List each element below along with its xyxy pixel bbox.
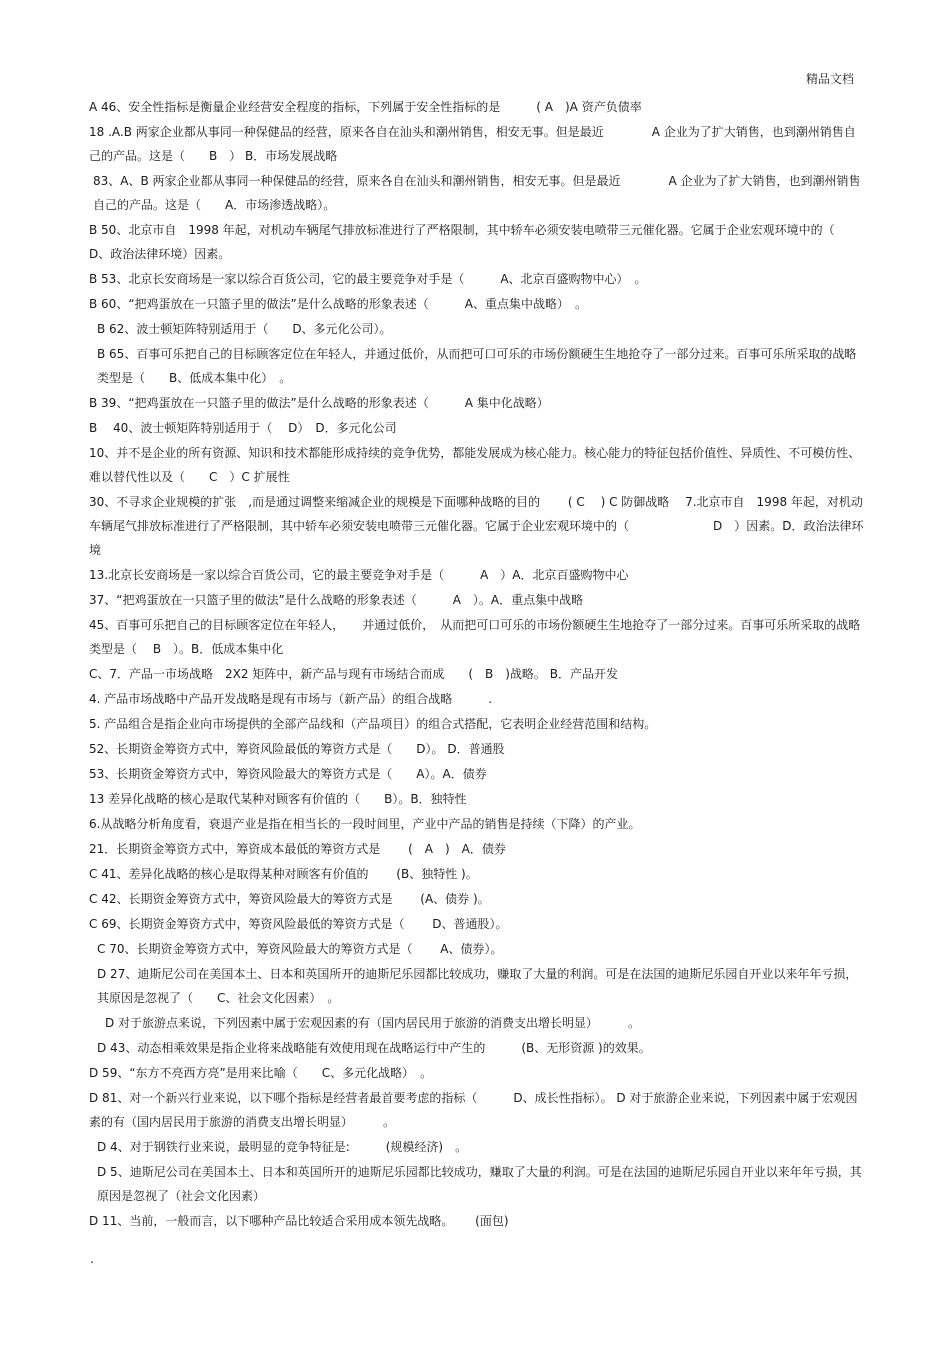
paragraph: 6.从战略分析角度看，衰退产业是指在相当长的一段时间里，产业中产品的销售是持续（下降）的产业。 (89, 817, 641, 831)
paragraph: B 50、北京市自 1998 年起，对机动车辆尾气排放标准进行了严格限制，其中轿车必须安装电喷带三元催化器。它属于企业宏观环境中的（ D、政治法律环境）因素。 (89, 223, 847, 261)
paragraph: B 53、北京长安商场是一家以综合百货公司，它的最主要竞争对手是（ A、北京百盛购物中心） 。 (89, 272, 647, 286)
paragraph: C 69、长期资金筹资方式中，筹资风险最低的筹资方式是（ D、普通股）。 (89, 917, 508, 931)
paragraph: 5. 产品组合是指企业向市场提供的全部产品线和（产品项目）的组合式搭配，它表明企业经营范围和结构。 (89, 717, 657, 731)
paragraph: 83、A、B 两家企业都从事同一种保健品的经营，原来各自在汕头和潮州销售，相安无事。但是最近 A 企业为了扩大销售，也到潮州销售自己的产品。这是（ A．市场渗透战略）。 (93, 174, 861, 212)
paragraph: C 42、长期资金筹资方式中，筹资风险最大的筹资方式是 (A、债券 )。 (89, 892, 490, 906)
paragraph: 13.北京长安商场是一家以综合百货公司，它的最主要竞争对手是（ A ）A．北京百盛购物中心 (89, 568, 629, 582)
paragraph: B 39、“把鸡蛋放在一只篮子里的做法”是什么战略的形象表述（ A 集中化战略） (89, 396, 549, 410)
paragraph: B 40、波士顿矩阵特别适用于（ D） D．多元化公司 (89, 421, 397, 435)
paragraph: 21．长期资金筹资方式中，筹资成本最低的筹资方式是 ( A ) A．债券 (89, 842, 506, 856)
paragraph: 13 差异化战略的核心是取代某种对顾客有价值的（ B）。B．独特性 (89, 792, 467, 806)
paragraph: A 46、安全性指标是衡量企业经营安全程度的指标，下列属于安全性指标的是 ( A )A 资产负债率 (89, 100, 642, 114)
paragraph: D 43、动态相乘效果是指企业将来战略能有效使用现在战略运行中产生的 (B、无形资源 )的效果。 (97, 1041, 651, 1055)
paragraph: C 41、差异化战略的核心是取得某种对顾客有价值的 (B、独特性 )。 (89, 867, 478, 881)
paragraph: 53、长期资金筹资方式中，筹资风险最大的筹资方式是（ A）。A．债券 (89, 767, 487, 781)
paragraph: 37、“把鸡蛋放在一只篮子里的做法”是什么战略的形象表述（ A ）。A．重点集中战略 (89, 593, 584, 607)
paragraph: 4. 产品市场战略中产品开发战略是现有市场与（新产品）的组合战略 . (89, 692, 493, 706)
paragraph: 10、并不是企业的所有资源、知识和技术都能形成持续的竞争优势，都能发展成为核心能力。核心能力的特征包括价值性、异质性、不可模仿性、难以替代性以及（ C ）C 扩展性 (89, 446, 861, 484)
paragraph: C 70、长期资金筹资方式中，筹资风险最大的筹资方式是（ A、债券）。 (97, 942, 503, 956)
paragraph: 52、长期资金筹资方式中，筹资风险最低的筹资方式是（ D）。 D．普通股 (89, 742, 505, 756)
paragraph: D 27、迪斯尼公司在美国本土、日本和英国所开的迪斯尼乐园都比较成功，赚取了大量的利润。可是在法国的迪斯尼乐园自开业以来年年亏损，其原因是忽视了（ C、社会文化因素） 。 (97, 967, 858, 1005)
paragraph: D 对于旅游点来说，下列因素中属于宏观因素的有（国内居民用于旅游的消费支出增长明显） 。 (105, 1016, 641, 1030)
paragraph: B 65、百事可乐把自己的目标顾客定位在年轻人，并通过低价，从而把可口可乐的市场份额硬生生地抢夺了一部分过来。百事可乐所采取的战略类型是（ B、低成本集中化） 。 (97, 347, 857, 385)
page-header-label: 精品文档 (805, 72, 854, 86)
document-body (89, 95, 864, 1234)
paragraph: B 60、“把鸡蛋放在一只篮子里的做法”是什么战略的形象表述（ A、重点集中战略） 。 (89, 297, 587, 311)
paragraph: 45、百事可乐把自己的目标顾客定位在年轻人， 并通过低价， 从而把可口可乐的市场份额硬生生地抢夺了一部分过来。百事可乐所采取的战略类型是（ B ）。B．低成本集中化 (89, 618, 861, 656)
paragraph: D 4、对于钢铁行业来说，最明显的竞争特征是: (规模经济) 。 (97, 1140, 468, 1154)
paragraph: D 59、“东方不亮西方亮”是用来比喻（ C、多元化战略） 。 (89, 1066, 433, 1080)
paragraph: D 81、对一个新兴行业来说，以下哪个指标是经营者最首要考虑的指标（ D、成长性指标）。 D 对于旅游企业来说，下列因素中属于宏观因素的有（国内居民用于旅游的消费支出增长明显） 。 (89, 1091, 858, 1129)
paragraph: D 11、当前，一般而言，以下哪种产品比较适合采用成本领先战略。 (面包) (89, 1214, 509, 1228)
paragraph: C、7．产品一市场战略 2X2 矩阵中，新产品与现有市场结合而成 ( B )战略。 B．产品开发 (89, 667, 618, 681)
paragraph: B 62、波士顿矩阵特别适用于（ D、多元化公司）。 (97, 322, 392, 336)
footer-mark: . (90, 1252, 94, 1266)
paragraph: D 5、迪斯尼公司在美国本土、日本和英国所开的迪斯尼乐园都比较成功，赚取了大量的利润。可是在法国的迪斯尼乐园自开业以来年年亏损，其原因是忽视了（社会文化因素） (97, 1165, 862, 1203)
paragraph: 18 .A.B 两家企业都从事同一种保健品的经营，原来各自在汕头和潮州销售，相安无事。但是最近 A 企业为了扩大销售，也到潮州销售自己的产品。这是（ B ） B．市场发展战略 (89, 125, 856, 163)
paragraph: 30、不寻求企业规模的扩张 ,而是通过调整来缩减企业的规模是下面哪种战略的目的 ( C ) C 防御战略 7.北京市自 1998 年起，对机动车辆尾气排放标准进行了严格限制，其中轿车必须安装电喷带三元催化器。它属于企业宏观环境中的（ D ）因素。D．政治法律环境 (89, 495, 864, 557)
